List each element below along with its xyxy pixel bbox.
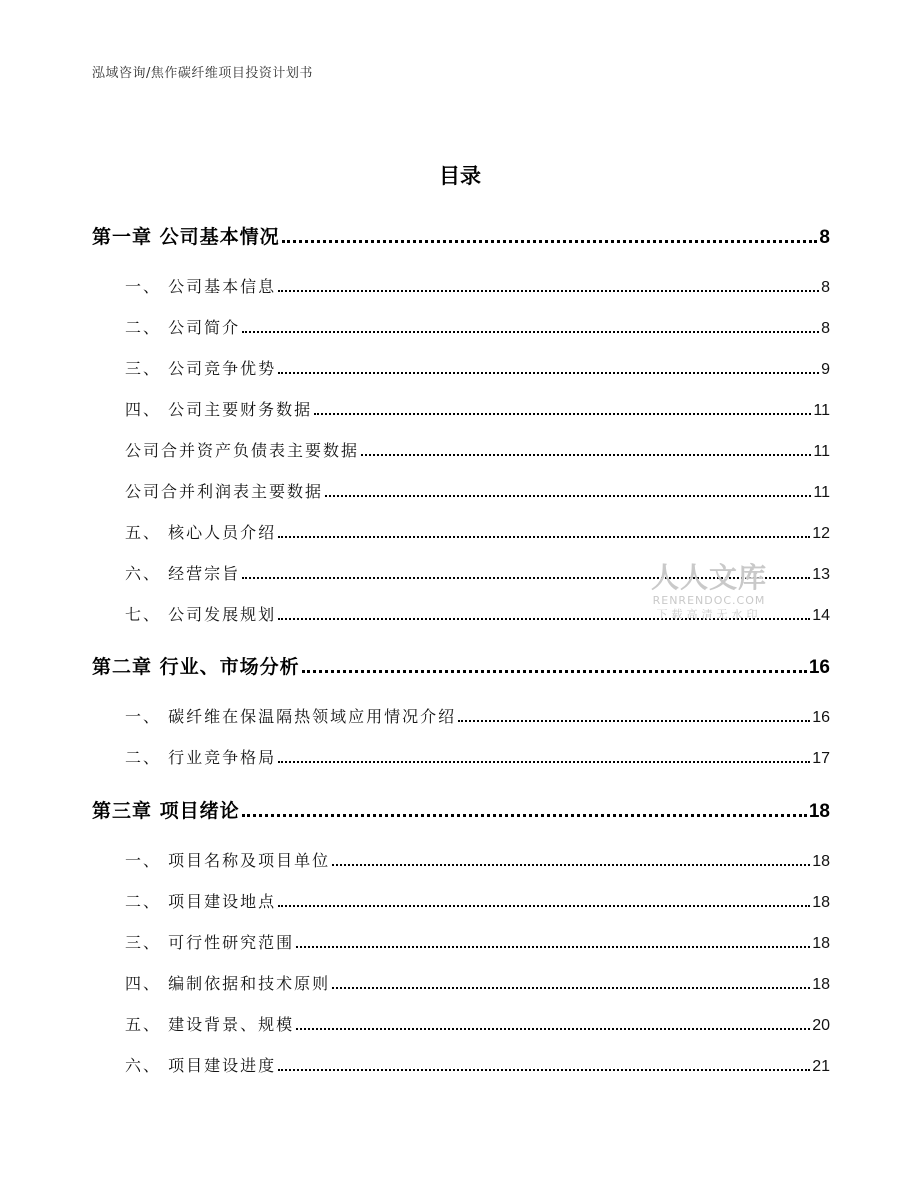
toc-entry[interactable] <box>125 889 830 912</box>
toc-leader-dots <box>242 813 807 817</box>
toc-entry-page: 11 <box>813 484 830 501</box>
toc-leader-dots <box>458 719 810 722</box>
toc-entry-page: 8 <box>819 227 830 248</box>
toc-entry-label: 四、 公司主要财务数据 <box>125 400 313 419</box>
toc-entry-label: 二、 公司简介 <box>125 318 241 337</box>
toc-entry[interactable] <box>125 848 830 871</box>
toc-entry-page: 8 <box>821 320 830 337</box>
toc-entry[interactable] <box>125 356 830 379</box>
toc-entry-page: 18 <box>812 976 830 993</box>
toc-entry-page: 13 <box>812 566 830 583</box>
toc-entry-page: 17 <box>812 750 830 767</box>
toc-entry-chapter-3[interactable] <box>92 796 830 823</box>
toc-entry-label: 七、 公司发展规划 <box>125 605 277 624</box>
toc-entry-page: 21 <box>812 1058 830 1075</box>
toc-entry-label: 五、 建设背景、规模 <box>125 1015 295 1034</box>
toc-leader-dots <box>278 535 810 538</box>
toc-entry-label: 第二章 行业、市场分析 <box>92 656 300 678</box>
toc-entry-chapter-2[interactable] <box>92 652 830 679</box>
toc-entry[interactable] <box>125 397 830 420</box>
toc-entry[interactable] <box>125 315 830 338</box>
toc-leader-dots <box>278 289 819 292</box>
toc-entry-label: 三、 公司竞争优势 <box>125 359 277 378</box>
toc-leader-dots <box>278 371 819 374</box>
toc-entry[interactable] <box>125 930 830 953</box>
toc-entry[interactable] <box>125 274 830 297</box>
toc-entry-label: 第三章 项目绪论 <box>92 800 240 822</box>
toc-leader-dots <box>296 1027 810 1030</box>
toc-title: 目录 <box>439 164 481 188</box>
toc-entry[interactable] <box>125 971 830 994</box>
toc-entry[interactable] <box>125 745 830 768</box>
toc-entry-page: 14 <box>812 607 830 624</box>
toc-entry-label: 三、 可行性研究范围 <box>125 933 295 952</box>
toc-entry-page: 18 <box>808 801 830 822</box>
toc-entry-label: 二、 项目建设地点 <box>125 892 277 911</box>
toc-entry-label: 第一章 公司基本情况 <box>92 226 280 248</box>
toc-leader-dots <box>296 945 810 948</box>
toc-entry-page: 18 <box>812 935 830 952</box>
toc-entry-page: 11 <box>813 402 830 419</box>
toc-entry-label: 二、 行业竞争格局 <box>125 748 277 767</box>
watermark-logo-text: 人人文库 <box>650 561 767 594</box>
toc-leader-dots <box>361 453 811 456</box>
toc-entry-page: 20 <box>812 1017 830 1034</box>
watermark <box>646 562 772 622</box>
toc-leader-dots <box>332 863 810 866</box>
watermark-tagline: 下载高清无水印 <box>656 608 762 621</box>
toc-entry-label: 五、 核心人员介绍 <box>125 523 277 542</box>
toc-entry[interactable] <box>125 438 830 461</box>
toc-entry[interactable] <box>125 704 830 727</box>
toc-entry-page: 16 <box>808 657 830 678</box>
toc-leader-dots <box>325 494 811 497</box>
toc-leader-dots <box>282 239 818 243</box>
page-header: 泓域咨询/焦作碳纤维项目投资计划书 <box>92 66 313 81</box>
toc-entry-label: 一、 碳纤维在保温隔热领域应用情况介绍 <box>125 707 457 726</box>
toc-leader-dots <box>332 986 810 989</box>
toc-entry-label: 公司合并资产负债表主要数据 <box>125 441 360 460</box>
toc-entry-page: 18 <box>812 853 830 870</box>
toc-entry[interactable] <box>125 1012 830 1035</box>
toc-entry[interactable] <box>125 1053 830 1076</box>
toc-entry-label: 一、 公司基本信息 <box>125 277 277 296</box>
toc-leader-dots <box>278 760 810 763</box>
toc-leader-dots <box>278 1068 810 1071</box>
toc-leader-dots <box>302 669 807 673</box>
toc-entry[interactable] <box>125 479 830 502</box>
toc-entry-page: 18 <box>812 894 830 911</box>
toc-entry[interactable] <box>125 520 830 543</box>
toc-entry-label: 六、 项目建设进度 <box>125 1056 277 1075</box>
toc-entry-page: 12 <box>812 525 830 542</box>
watermark-site: RENRENDOC.COM <box>652 594 766 607</box>
toc-entry-label: 四、 编制依据和技术原则 <box>125 974 331 993</box>
toc-leader-dots <box>314 412 811 415</box>
toc-entry-label: 公司合并利润表主要数据 <box>125 482 324 501</box>
toc-entry-page: 8 <box>821 279 830 296</box>
toc-entry-page: 11 <box>813 443 830 460</box>
toc-entry-page: 16 <box>812 709 830 726</box>
toc-entry-label: 一、 项目名称及项目单位 <box>125 851 331 870</box>
toc-entry-page: 9 <box>821 361 830 378</box>
toc-leader-dots <box>278 904 810 907</box>
toc-leader-dots <box>242 330 819 333</box>
toc-entry-label: 六、 经营宗旨 <box>125 564 241 583</box>
toc-entry-chapter-1[interactable] <box>92 222 830 249</box>
